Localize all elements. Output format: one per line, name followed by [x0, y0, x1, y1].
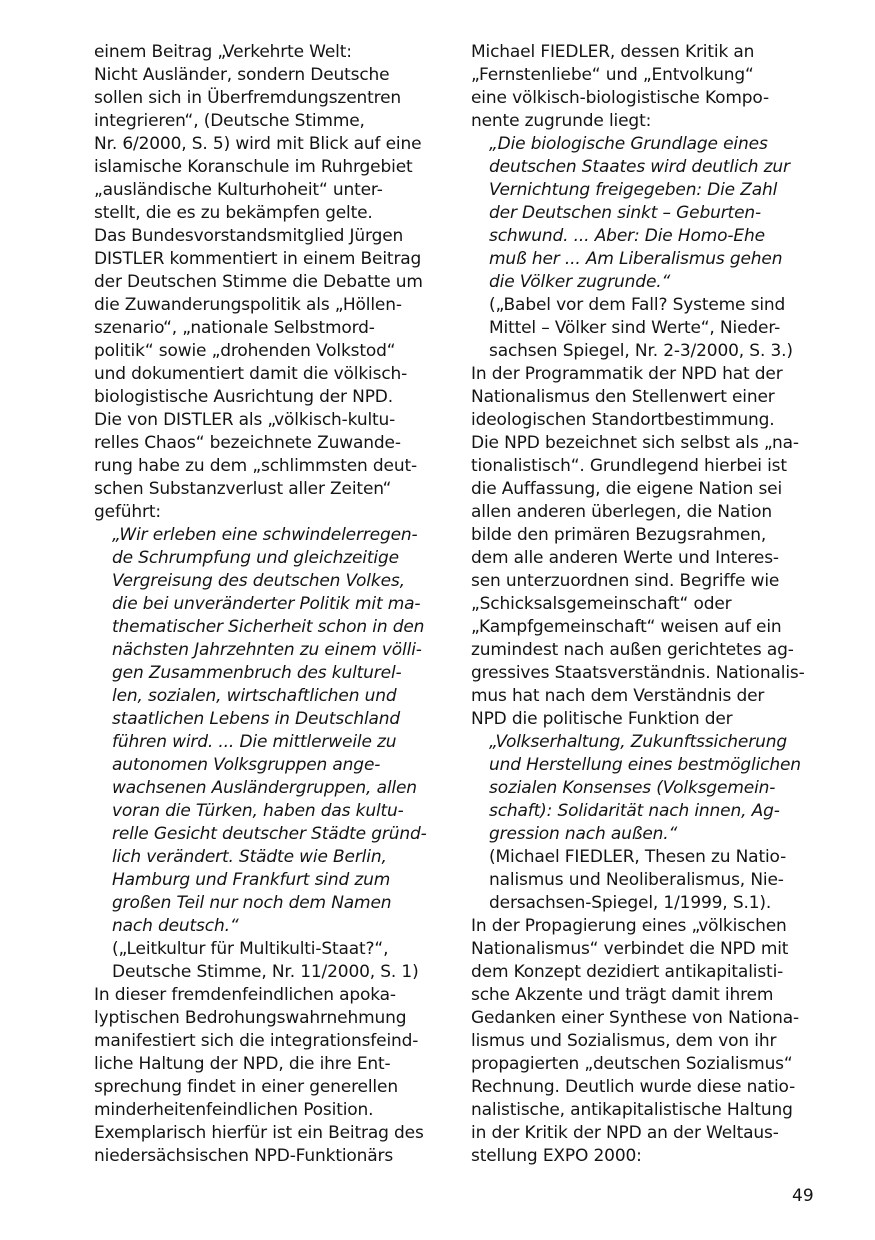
body-text-line: islamische Koranschule im Ruhrgebiet — [94, 157, 413, 177]
quote-line: gression nach außen.“ — [489, 824, 678, 844]
body-text-line: Exemplarisch hierfür ist ein Beitrag des — [94, 1123, 424, 1143]
body-text-line: mus hat nach dem Verständnis der — [471, 686, 765, 706]
quote-line: führen wird. ... Die mittlerweile zu — [112, 732, 397, 752]
quote-line: „Die biologische Grundlage eines — [489, 134, 768, 154]
body-text-line: Nationalismus“ verbindet die NPD mit — [471, 939, 789, 959]
body-text-line: sollen sich in Überfremdungszentren — [94, 88, 402, 108]
quote-line: de Schrumpfung und gleichzeitige — [112, 548, 399, 568]
body-text-line: szenario“, „nationale Selbstmord- — [94, 318, 375, 338]
page-number: 49 — [792, 1186, 814, 1206]
body-text-line: der Deutschen Stimme die Debatte um — [94, 272, 423, 292]
body-text-line: sche Akzente und trägt damit ihrem — [471, 985, 774, 1005]
body-text-line: stellung EXPO 2000: — [471, 1146, 642, 1166]
body-text-line: gressives Staatsverständnis. Nationalis- — [471, 663, 805, 683]
quote-line: len, sozialen, wirtschaftlichen und — [112, 686, 397, 706]
body-text-line: rung habe zu dem „schlimmsten deut- — [94, 456, 417, 476]
quote-line: der Deutschen sinkt – Geburten- — [489, 203, 761, 223]
body-text-line: eine völkisch-biologistische Kompo- — [471, 88, 769, 108]
quote-line: „Volkserhaltung, Zukunftssicherung — [489, 732, 787, 752]
body-text-line: und dokumentiert damit die völkisch- — [94, 364, 408, 384]
quote-line: thematischer Sicherheit schon in den — [112, 617, 425, 637]
body-text-line: minderheitenfeindlichen Position. — [94, 1100, 374, 1120]
body-text-line: Die NPD bezeichnet sich selbst als „na- — [471, 433, 799, 453]
citation-line: (Michael FIEDLER, Thesen zu Natio- — [489, 847, 787, 867]
body-text-line: „ausländische Kulturhoheit“ unter- — [94, 180, 383, 200]
body-text-line: Michael FIEDLER, dessen Kritik an — [471, 42, 755, 62]
body-text-line: Nicht Ausländer, sondern Deutsche — [94, 65, 390, 85]
body-text-line: DISTLER kommentiert in einem Beitrag — [94, 249, 422, 269]
body-text-line: Die von DISTLER als „völkisch-kultu- — [94, 410, 396, 430]
body-text-line: In der Propagierung eines „völkischen — [471, 916, 787, 936]
body-text-line: NPD die politische Funktion der — [471, 709, 733, 729]
quote-line: gen Zusammenbruch des kulturel- — [112, 663, 402, 683]
quote-line: sozialen Konsenses (Volksgemein- — [489, 778, 776, 798]
body-text-line: In dieser fremdenfeindlichen apoka- — [94, 985, 396, 1005]
quote-line: „Wir erleben eine schwindelerregen- — [112, 525, 418, 545]
body-text-line: die Zuwanderungspolitik als „Höllen- — [94, 295, 402, 315]
quote-line: wachsenen Ausländergruppen, allen — [112, 778, 417, 798]
body-text-line: bilde den primären Bezugsrahmen, — [471, 525, 767, 545]
citation-line: Mittel – Völker sind Werte“, Nieder- — [489, 318, 781, 338]
citation-line: sachsen Spiegel, Nr. 2-3/2000, S. 3.) — [489, 341, 793, 361]
body-text-line: zumindest nach außen gerichtetes ag- — [471, 640, 794, 660]
body-text-line: lismus und Sozialismus, dem von ihr — [471, 1031, 777, 1051]
left-column — [94, 41, 444, 1168]
body-text-line: dem Konzept dezidiert antikapitalisti- — [471, 962, 784, 982]
body-text-line: schen Substanzverlust aller Zeiten“ — [94, 479, 392, 499]
body-text-line: stellt, die es zu bekämpfen gelte. — [94, 203, 373, 223]
quote-line: nächsten Jahrzehnten zu einem völli- — [112, 640, 422, 660]
quote-line: schaft): Solidarität nach innen, Ag- — [489, 801, 780, 821]
quote-line: autonomen Volksgruppen ange- — [112, 755, 381, 775]
quote-line: Vernichtung freigegeben: Die Zahl — [489, 180, 778, 200]
body-text-line: manifestiert sich die integrationsfeind- — [94, 1031, 419, 1051]
body-text-line: Gedanken einer Synthese von Nationa- — [471, 1008, 800, 1028]
body-text-line: liche Haltung der NPD, die ihre Ent- — [94, 1054, 391, 1074]
quote-line: schwund. ... Aber: Die Homo-Ehe — [489, 226, 765, 246]
quote-line: deutschen Staates wird deutlich zur — [489, 157, 790, 177]
quote-line: relle Gesicht deutscher Städte gründ- — [112, 824, 427, 844]
quote-line: die Völker zugrunde.“ — [489, 272, 671, 292]
body-text-line: politik“ sowie „drohenden Volkstod“ — [94, 341, 396, 361]
citation-line: nalismus und Neoliberalismus, Nie- — [489, 870, 784, 890]
body-text-line: allen anderen überlegen, die Nation — [471, 502, 773, 522]
citation-line: Deutsche Stimme, Nr. 11/2000, S. 1) — [112, 962, 419, 982]
body-text-line: sen unterzuordnen sind. Begriffe wie — [471, 571, 780, 591]
body-text-line: Nr. 6/2000, S. 5) wird mit Blick auf eine — [94, 134, 422, 154]
quote-line: voran die Türken, haben das kultu- — [112, 801, 404, 821]
body-text-line: Nationalismus den Stellenwert einer — [471, 387, 775, 407]
quote-line: Vergreisung des deutschen Volkes, — [112, 571, 405, 591]
quote-line: und Herstellung eines bestmöglichen — [489, 755, 801, 775]
quote-line: muß her ... Am Liberalismus gehen — [489, 249, 783, 269]
body-text-line: die Auffassung, die eigene Nation sei — [471, 479, 783, 499]
body-text-line: relles Chaos“ bezeichnete Zuwande- — [94, 433, 401, 453]
citation-line: dersachsen-Spiegel, 1/1999, S.1). — [489, 893, 772, 913]
body-text-line: sprechung findet in einer generellen — [94, 1077, 398, 1097]
body-text-line: Rechnung. Deutlich wurde diese natio- — [471, 1077, 796, 1097]
body-text-line: niedersächsischen NPD-Funktionärs — [94, 1146, 394, 1166]
citation-line: („Leitkultur für Multikulti-Staat?“, — [112, 939, 389, 959]
body-text-line: dem alle anderen Werte und Interes- — [471, 548, 779, 568]
body-text-line: in der Kritik der NPD an der Weltaus- — [471, 1123, 779, 1143]
body-text-line: einem Beitrag „Verkehrte Welt: — [94, 42, 352, 62]
body-text-line: „Fernstenliebe“ und „Entvolkung“ — [471, 65, 754, 85]
quote-line: großen Teil nur noch dem Namen — [112, 893, 392, 913]
quote-line: lich verändert. Städte wie Berlin, — [112, 847, 387, 867]
body-text-line: lyptischen Bedrohungswahrnehmung — [94, 1008, 407, 1028]
body-text-line: nente zugrunde liegt: — [471, 111, 652, 131]
body-text-line: In der Programmatik der NPD hat der — [471, 364, 783, 384]
body-text-line: ideologischen Standortbestimmung. — [471, 410, 775, 430]
body-text-line: integrieren“, (Deutsche Stimme, — [94, 111, 365, 131]
body-text-line: nalistische, antikapitalistische Haltung — [471, 1100, 793, 1120]
body-text-line: tionalistisch“. Grundlegend hierbei ist — [471, 456, 787, 476]
body-text-line: Das Bundesvorstandsmitglied Jürgen — [94, 226, 404, 246]
quote-line: nach deutsch.“ — [112, 916, 239, 936]
quote-line: Hamburg und Frankfurt sind zum — [112, 870, 391, 890]
body-text-line: propagierten „deutschen Sozialismus“ — [471, 1054, 793, 1074]
quote-line: staatlichen Lebens in Deutschland — [112, 709, 401, 729]
body-text-line: „Kampfgemeinschaft“ weisen auf ein — [471, 617, 782, 637]
body-text-line: geführt: — [94, 502, 161, 522]
right-column — [471, 41, 821, 1168]
body-text-line: biologistische Ausrichtung der NPD. — [94, 387, 393, 407]
body-text-line: „Schicksalsgemeinschaft“ oder — [471, 594, 732, 614]
quote-line: die bei unveränderter Politik mit ma- — [112, 594, 421, 614]
citation-line: („Babel vor dem Fall? Systeme sind — [489, 295, 786, 315]
